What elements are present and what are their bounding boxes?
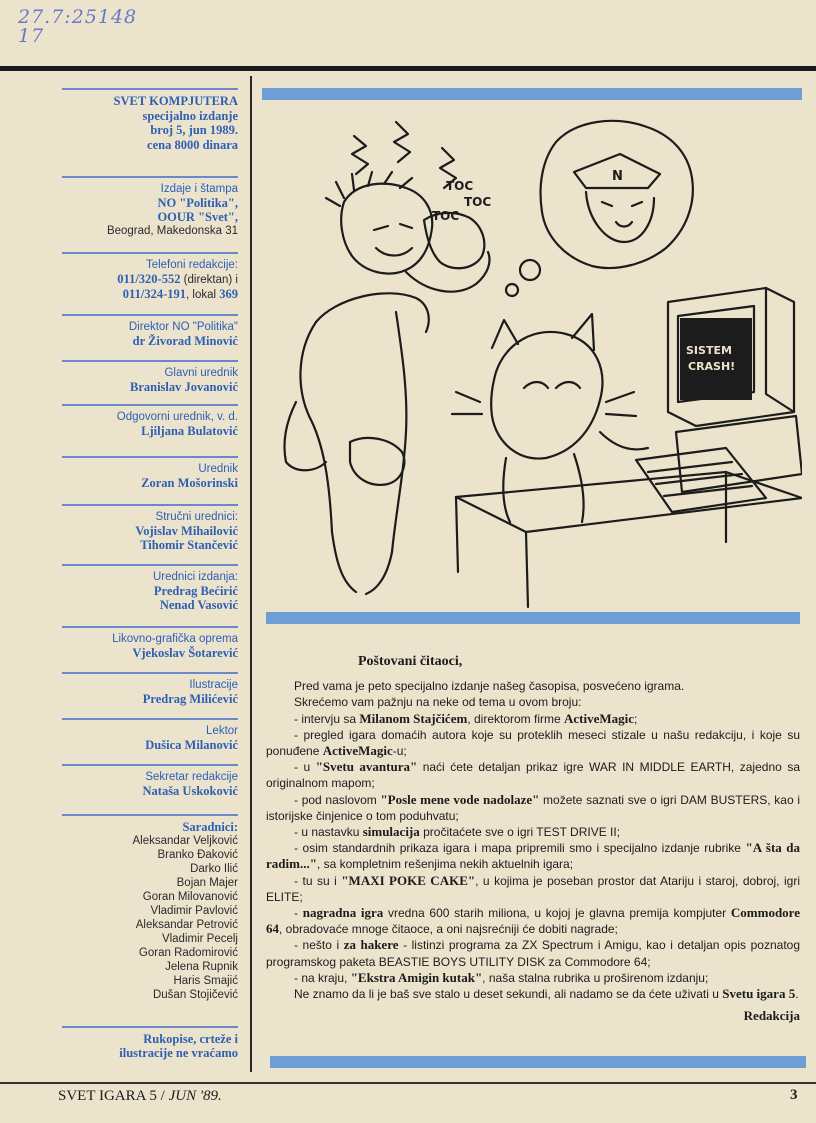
- letter-greeting: Poštovani čitaoci,: [358, 654, 463, 669]
- top-rule: [0, 66, 816, 71]
- cartoon-illustration: [256, 102, 802, 612]
- handwritten-line-2: 17: [18, 25, 45, 47]
- masthead-line: SVET KOMPJUTERA: [113, 94, 238, 108]
- staff-role: Lektor: [206, 725, 238, 737]
- masthead-block: [62, 88, 238, 152]
- letter-signature: Redakcija: [743, 1008, 800, 1024]
- letter-closing: Ne znamo da li je baš sve stalo u deset sekundi, ali nadamo se da ćete uživati u Svetu igara 5.: [294, 986, 799, 1002]
- handwritten-line-1: 27.7:25148: [18, 6, 138, 28]
- letter-item: - pod naslovom "Posle mene vode nadolaze" možete saznati sve o igri DAM BUSTERS, kao i istorijske činjenice o tom poduhvatu;: [266, 791, 800, 823]
- staff-role: Glavni urednik: [164, 367, 238, 379]
- staff-role: Sekretar redakcije: [145, 771, 238, 783]
- cartoon-hat-letter: N: [612, 169, 623, 184]
- letter-item: - na kraju, "Ekstra Amigin kutak", naša stalna rubrika u proširenom izdanju;: [294, 969, 709, 985]
- contributor-name: Goran Milovanović: [142, 891, 238, 903]
- footer-title: SVET IGARA 5 /: [58, 1088, 169, 1104]
- staff-name: Dušica Milanović: [145, 738, 238, 752]
- contributor-name: Haris Smajić: [173, 975, 238, 987]
- publisher-name: NO "Politika",: [157, 196, 238, 210]
- middle-blue-bar: [266, 612, 800, 624]
- staff-name: Branislav Jovanović: [130, 380, 238, 394]
- staff-block: [62, 314, 238, 348]
- contributor-name: Jelena Rupnik: [165, 961, 238, 973]
- cartoon-sound-text-3: TOC: [432, 209, 460, 223]
- footer-rule: [0, 1082, 816, 1084]
- phone-note-direct: (direktan) i: [180, 274, 238, 286]
- top-blue-bar: [262, 88, 802, 100]
- footer-issue: [58, 1088, 222, 1105]
- letter-item: - u nastavku simulacija pročitaćete sve o igri TEST DRIVE II;: [294, 824, 621, 840]
- bottom-blue-bar: [270, 1056, 806, 1068]
- page-number: 3: [790, 1087, 798, 1103]
- cartoon-sound-text-1: TOC: [446, 179, 474, 193]
- masthead-line: cena 8000 dinara: [147, 137, 238, 152]
- staff-block: [62, 718, 238, 752]
- staff-name: Nataša Uskoković: [142, 784, 238, 798]
- staff-block: [62, 360, 238, 394]
- staff-role: Direktor NO "Politika": [128, 321, 238, 333]
- impressum-sidebar: [52, 88, 242, 1073]
- contributor-name: Darko Ilić: [190, 863, 238, 875]
- staff-name: Zoran Mošorinski: [141, 476, 238, 490]
- staff-name: Vjekoslav Šotarević: [132, 646, 238, 660]
- staff-block: [62, 564, 238, 612]
- phone-extension: 369: [219, 287, 238, 301]
- staff-name: Tihomir Stančević: [140, 538, 238, 552]
- letter-paragraph: Pred vama je peto specijalno izdanje našeg časopisa, posvećeno igrama.: [294, 679, 685, 694]
- cartoon-sound-text-2: TOC: [464, 195, 492, 209]
- contributors-label: Saradnici:: [182, 820, 238, 834]
- letter-item: - intervju sa Milanom Stajčićem, direktorom firme ActiveMagic;: [294, 710, 638, 726]
- staff-name: Nenad Vasović: [159, 598, 238, 612]
- contributors-block: [62, 814, 238, 1002]
- staff-name: Predrag Bećirić: [153, 584, 238, 598]
- notice-block: [62, 1026, 238, 1060]
- staff-role: Odgovorni urednik, v. d.: [116, 411, 238, 423]
- publisher-address: Beograd, Makedonska 31: [106, 225, 238, 237]
- letter-item: - nagradna igra vredna 600 starih miliona, u kojoj je glavna premija kompjuter Commodore 64, obradovaće mnoge čitaoce, a oni najsrećniji će dobiti nagrade;: [266, 905, 800, 937]
- phone-number-direct: 011/320-552: [117, 272, 181, 286]
- staff-name: Ljiljana Bulatović: [141, 424, 238, 438]
- staff-role: Likovno-grafička oprema: [112, 633, 238, 645]
- letter-item: - tu su i "MAXI POKE CAKE", u kojima je poseban prostor dat Atariju i staroj, dobroj, igri ELITE;: [266, 872, 801, 904]
- publisher-label: Izdaje i štampa: [160, 183, 238, 195]
- staff-role: Stručni urednici:: [155, 511, 238, 523]
- staff-name: dr Živorad Minović: [132, 334, 238, 348]
- phones-label: Telefoni redakcije:: [145, 259, 238, 271]
- contributor-name: Branko Đaković: [157, 849, 238, 861]
- masthead-line: broj 5, jun 1989.: [150, 123, 238, 137]
- letter-item: - osim standardnih prikaza igara i mapa pripremili smo i specijalno izdanje rubrike "A šta da radim...", sa kompletnim rešenjima nekih aktuelnih igara;: [266, 840, 800, 872]
- contributor-name: Dušan Stojičević: [152, 989, 238, 1001]
- publisher-block: [62, 176, 238, 238]
- footer-date: JUN '89.: [168, 1088, 222, 1104]
- notice-line: ilustracije ne vraćamo: [119, 1046, 238, 1060]
- staff-role: Ilustracije: [189, 679, 238, 691]
- letter-item: - nešto i za hakere - listinzi programa za ZX Spectrum i Amigu, kao i detaljan opis poznatog programskog paketa BEASTIE BOYS UTILITY DISK za Commodore 64;: [266, 937, 800, 969]
- contributor-name: Aleksandar Petrović: [135, 919, 238, 931]
- staff-block: [62, 504, 238, 552]
- letter-item: - pregled igara domaćih autora koje su proteklih meseci stizale u našu redakciju, i koje su ponuđene ActiveMagic-u;: [266, 727, 800, 759]
- staff-block: [62, 764, 238, 798]
- notice-line: Rukopise, crteže i: [143, 1032, 238, 1046]
- editorial-letter: [266, 654, 800, 1024]
- handwritten-archive-note: [18, 8, 178, 50]
- contributor-name: Bojan Majer: [176, 877, 238, 889]
- letter-paragraph: Skrećemo vam pažnju na neke od tema u ovom broju:: [294, 695, 582, 710]
- contributor-name: Goran Radomirović: [138, 947, 238, 959]
- staff-block: [62, 626, 238, 660]
- cartoon-screen-text-2: CRASH!: [688, 360, 736, 373]
- staff-name: Predrag Milićević: [142, 692, 238, 706]
- publisher-unit: OOUR "Svet",: [157, 210, 238, 224]
- letter-item: - u "Svetu avantura" naći ćete detaljan prikaz igre WAR IN MIDDLE EARTH, zajedno sa originalnom mapom;: [266, 759, 800, 791]
- masthead-line: specijalno izdanje: [142, 108, 238, 123]
- staff-block: [62, 404, 238, 438]
- staff-role: Urednik: [198, 463, 238, 475]
- phones-block: [62, 252, 238, 302]
- phone-number-switchboard: 011/324-191: [122, 287, 186, 301]
- cartoon-screen-text-1: SISTEM: [686, 344, 732, 357]
- contributor-name: Aleksandar Veljković: [132, 835, 238, 847]
- staff-block: [62, 672, 238, 706]
- staff-block: [62, 456, 238, 490]
- staff-role: Urednici izdanja:: [152, 571, 238, 583]
- phone-note-extension: , lokal: [186, 289, 220, 301]
- contributor-name: Vladimir Pecelj: [161, 933, 238, 945]
- staff-name: Vojislav Mihailović: [135, 524, 238, 538]
- column-divider: [250, 76, 252, 1072]
- contributor-name: Vladimir Pavlović: [150, 905, 238, 917]
